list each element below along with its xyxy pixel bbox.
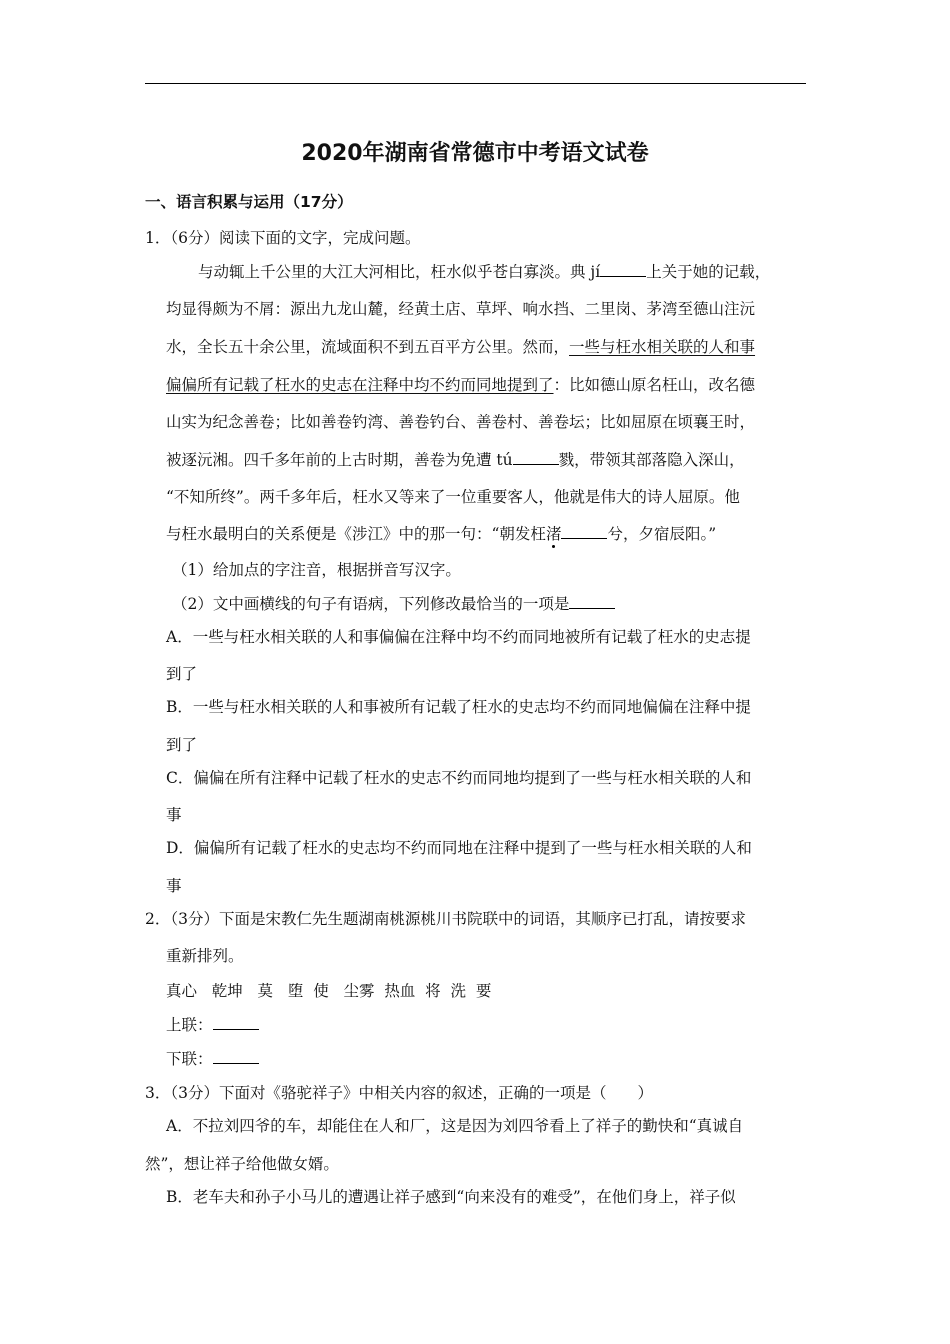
subquestion-1: （1）给加点的字注音，根据拼音写汉字。: [172, 561, 461, 579]
option-b: B．一些与枉水相关联的人和事被所有记载了枉水的史志均不约而同地偏偏在注释中提: [166, 698, 751, 716]
answer-blank: [213, 1049, 259, 1064]
passage-line-1: 与动辄上千公里的大江大河相比，枉水似乎苍白寡淡。典 jí 上关于她的记载，: [198, 263, 771, 281]
q3-option-a-cont: 然”，想让祥子给他做女婿。: [145, 1155, 339, 1173]
question-2-stem-cont: 重新排列。: [166, 947, 244, 965]
answer-blank: [569, 594, 615, 609]
q3-option-b: B．老车夫和孙子小马儿的遭遇让祥子感到“向来没有的难受”，在他们身上，祥子似: [166, 1188, 736, 1206]
underlined-sentence: 偏偏所有记载了枉水的史志在注释中均不约而同地提到了: [166, 376, 554, 394]
question-2-stem: 2．（3分）下面是宋教仁先生题湖南桃源桃川书院联中的词语，其顺序已打乱，请按要求: [145, 910, 746, 928]
passage-line-5: 山实为纪念善卷；比如善卷钓湾、善卷钓台、善卷村、善卷坛；比如屈原在顷襄王时，: [166, 413, 756, 431]
lower-couplet: 下联：: [166, 1049, 259, 1069]
passage-line-6: 被逐沅湘。四千多年前的上古时期，善卷为免遭 tú 戮，带领其部落隐入深山，: [166, 451, 745, 469]
section-heading: 一、语言积累与运用（17分）: [145, 193, 353, 211]
dotted-character: 渚: [545, 525, 562, 543]
passage-line-4: 偏偏所有记载了枉水的史志在注释中均不约而同地提到了：比如德山原名枉山，改名德: [166, 376, 756, 394]
passage-line-8: 与枉水最明白的关系便是《涉江》中的那一句：“朝发枉渚 兮，夕宿辰阳。”: [166, 525, 717, 543]
option-a: A．一些与枉水相关联的人和事偏偏在注释中均不约而同地被所有记载了枉水的史志提: [166, 628, 751, 646]
answer-blank: [213, 1015, 259, 1030]
option-c-cont: 事: [166, 806, 182, 824]
question-1-stem: 1．（6分）阅读下面的文字，完成问题。: [145, 229, 421, 247]
word-list: 真心 乾坤 莫 堕 使 尘雾 热血 将 洗 要: [166, 982, 492, 1000]
option-d-cont: 事: [166, 877, 182, 895]
underlined-sentence: 一些与枉水相关联的人和事: [569, 338, 756, 356]
option-a-cont: 到了: [166, 665, 198, 683]
option-d: D．偏偏所有记载了枉水的史志均不约而同地在注释中提到了一些与枉水相关联的人和: [166, 839, 752, 857]
option-b-cont: 到了: [166, 736, 198, 754]
passage-line-7: “不知所终”。两千多年后，枉水又等来了一位重要客人，他就是伟大的诗人屈原。他: [166, 488, 740, 506]
question-3-stem: 3．（3分）下面对《骆驼祥子》中相关内容的叙述，正确的一项是（ ）: [145, 1084, 653, 1102]
passage-line-2: 均显得颇为不屑：源出九龙山麓，经黄土店、草坪、响水挡、二里岗、茅湾至德山注沅: [166, 300, 756, 318]
answer-blank: [561, 524, 607, 539]
q3-option-a: A．不拉刘四爷的车，却能住在人和厂，这是因为刘四爷看上了祥子的勤快和“真诚自: [166, 1117, 744, 1135]
upper-couplet: 上联：: [166, 1015, 259, 1035]
answer-blank: [600, 262, 646, 277]
subquestion-2: （2）文中画横线的句子有语病，下列修改最恰当的一项是: [172, 594, 615, 614]
option-c: C．偏偏在所有注释中记载了枉水的史志不约而同地均提到了一些与枉水相关联的人和: [166, 769, 752, 787]
passage-line-3: 水，全长五十余公里，流域面积不到五百平方公里。然而，一些与枉水相关联的人和事: [166, 338, 756, 356]
answer-blank: [513, 450, 559, 465]
page-title: 2020年湖南省常德市中考语文试卷: [301, 141, 649, 166]
header-rule: [145, 83, 806, 84]
